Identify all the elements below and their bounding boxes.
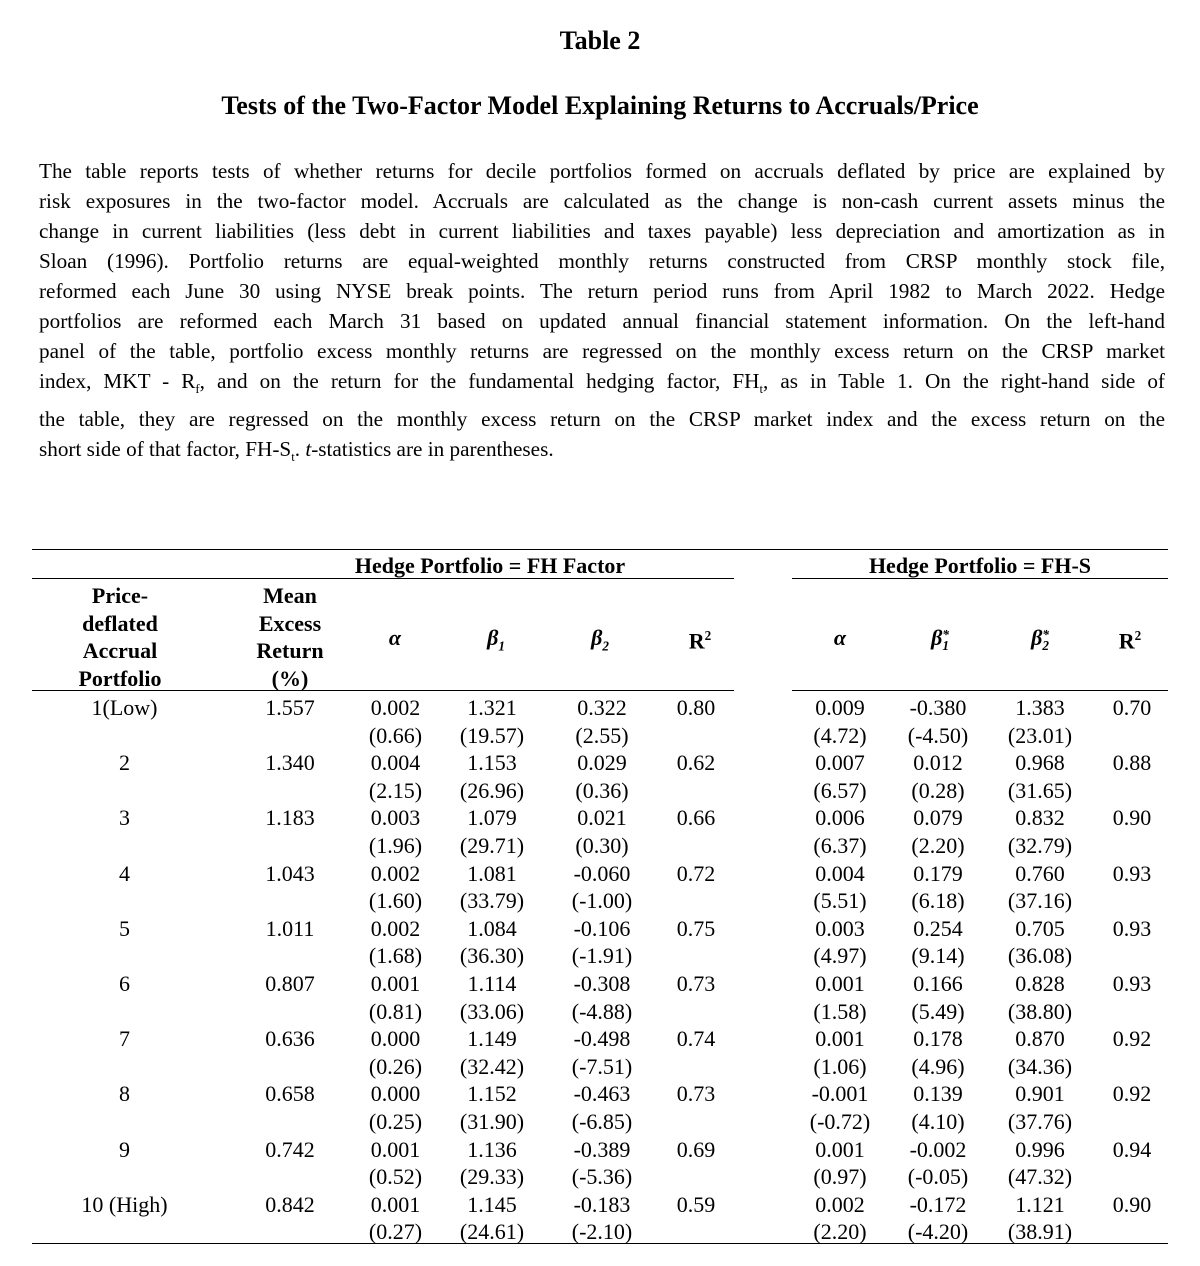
cell-b2s: 0.832 (1015, 805, 1065, 831)
cell-b1-tstat: (26.96) (459, 777, 525, 803)
cell-mean: 1.340 (265, 750, 315, 776)
cell-b1s-tstat: (4.96) (911, 1053, 965, 1079)
table-top-rule (32, 549, 1168, 550)
caption-line: reformed each June 30 using NYSE break points. The return period runs from April 1982 to March 2022. Hedge (39, 279, 1165, 303)
col-header-beta1-s: β * 1 (931, 625, 949, 653)
cell-b2: -0.106 (573, 915, 631, 941)
cell-b2s-tstat: (38.80) (1007, 998, 1073, 1024)
cell-r2s: 0.93 (1112, 915, 1152, 941)
cell-b2-tstat: (-5.36) (571, 1164, 633, 1190)
header-text: deflated (82, 610, 158, 636)
cell-b1s-tstat: (-4.20) (907, 1219, 969, 1245)
cell-b1s-tstat: (-4.50) (907, 722, 969, 748)
caption-line: portfolios are reformed each March 31 based on updated annual financial statement information. On the left-hand (39, 309, 1165, 333)
cell-b2-tstat: (2.55) (575, 722, 629, 748)
cell-a: 0.003 (370, 805, 421, 831)
group-header-right: Hedge Portfolio = FH-S (868, 553, 1092, 578)
cell-a-tstat: (0.66) (368, 722, 423, 748)
header-text: Mean (263, 583, 317, 608)
cell-portfolio: 4 (119, 860, 130, 886)
cell-portfolio: 1(Low) (91, 695, 158, 720)
cell-portfolio: 5 (119, 915, 130, 941)
cell-r2: 0.72 (676, 860, 716, 886)
cell-mean: 0.742 (265, 1136, 315, 1162)
cell-b2s: 0.870 (1015, 1026, 1065, 1052)
cell-b2s: 0.828 (1015, 971, 1065, 996)
cell-as: 0.003 (815, 915, 865, 941)
cell-b1-tstat: (29.71) (459, 832, 525, 858)
cell-b1s: 0.166 (913, 971, 963, 996)
cell-b1s-tstat: (9.14) (911, 943, 965, 969)
cell-as-tstat: (4.72) (813, 722, 867, 748)
cell-b2s-tstat: (37.76) (1007, 1108, 1073, 1134)
cell-b1-tstat: (33.79) (459, 888, 525, 914)
cell-as-tstat: (2.20) (813, 1219, 867, 1245)
cell-as: 0.001 (815, 1026, 865, 1052)
cell-b1-tstat: (19.57) (459, 722, 525, 748)
cell-r2s: 0.90 (1112, 1191, 1152, 1217)
cell-r2s: 0.90 (1112, 805, 1152, 831)
cell-b1s: 0.254 (913, 915, 963, 941)
caption-line: change in current liabilities (less debt in current liabilities and taxes payable) less depreciation and amortization as in (39, 219, 1165, 243)
cell-as: 0.004 (815, 860, 865, 886)
cell-b1-tstat: (32.42) (459, 1053, 525, 1079)
caption-line: The table reports tests of whether returns for decile portfolios formed on accruals deflated by price are explained by (39, 159, 1165, 183)
cell-mean: 1.043 (265, 860, 315, 886)
cell-a-tstat: (0.25) (368, 1108, 423, 1134)
cell-b2s: 1.121 (1015, 1191, 1065, 1217)
header-text: Price- (91, 583, 149, 608)
header-text: (%) (271, 665, 309, 691)
cell-b1-tstat: (24.61) (459, 1219, 525, 1245)
cell-a: 0.001 (370, 971, 421, 996)
cell-as-tstat: (-0.72) (809, 1108, 871, 1134)
cell-portfolio: 8 (119, 1081, 130, 1107)
cell-as: 0.006 (815, 805, 865, 831)
cell-b1s: 0.178 (913, 1026, 963, 1052)
cell-b1: 1.114 (467, 971, 517, 996)
cell-b2s-tstat: (31.65) (1007, 777, 1073, 803)
cell-mean: 1.557 (265, 695, 315, 720)
header-bottom-rule-right (792, 690, 1168, 691)
cell-as-tstat: (5.51) (813, 888, 867, 914)
cell-b2-tstat: (0.36) (575, 777, 629, 803)
cell-a-tstat: (1.68) (368, 943, 423, 969)
table-subtitle: Tests of the Two-Factor Model Explaining Returns to Accruals/Price (221, 91, 979, 120)
cell-b2s-tstat: (32.79) (1007, 832, 1073, 858)
header-text: Return (256, 638, 324, 663)
caption-line: index, MKT - $R_f$, and on the return for the fundamental hedging factor, $FH_t$, as in Table 1. On the right-hand side of (39, 369, 1165, 397)
cell-b1: 1.084 (467, 915, 517, 941)
cell-r2s: 0.92 (1112, 1081, 1152, 1107)
cell-a-tstat: (1.96) (368, 832, 423, 858)
cell-b2s-tstat: (38.91) (1007, 1219, 1073, 1245)
cell-a-tstat: (1.60) (368, 888, 423, 914)
cell-b2: -0.463 (573, 1081, 631, 1107)
cell-b2s: 1.383 (1015, 695, 1065, 720)
cell-a-tstat: (2.15) (368, 777, 423, 803)
cell-b1-tstat: (31.90) (459, 1108, 525, 1134)
cell-b2: 0.021 (577, 805, 627, 831)
table-caption (39, 156, 1165, 472)
cell-as: 0.002 (815, 1191, 865, 1217)
cell-r2: 0.62 (676, 750, 716, 776)
cell-b2s-tstat: (23.01) (1007, 722, 1073, 748)
cell-b1-tstat: (36.30) (459, 943, 525, 969)
cell-r2s: 0.93 (1112, 860, 1152, 886)
cell-b2s: 0.996 (1015, 1136, 1065, 1162)
cell-r2: 0.74 (676, 1026, 716, 1052)
cell-r2s: 0.92 (1112, 1026, 1152, 1052)
cell-a: 0.002 (370, 860, 421, 886)
cell-b2s: 0.901 (1015, 1081, 1065, 1107)
cell-a: 0.000 (370, 1081, 421, 1107)
caption-line: short side of that factor, $FH-S_t$. t-statistics are in parentheses. (39, 437, 554, 465)
cell-b1: 1.145 (467, 1191, 517, 1217)
cell-as: 0.001 (815, 971, 865, 996)
cell-b2: -0.060 (573, 860, 631, 886)
cell-b2s: 0.760 (1015, 860, 1065, 886)
cell-as-tstat: (6.57) (813, 777, 867, 803)
cell-portfolio: 7 (119, 1026, 130, 1052)
table-title: Table 2 (559, 26, 641, 55)
header-text: Accrual (82, 638, 158, 663)
cell-b1s: -0.380 (909, 695, 967, 720)
cell-a-tstat: (0.81) (368, 998, 423, 1024)
cell-b1s-tstat: (6.18) (911, 888, 965, 914)
cell-b2: 0.322 (577, 695, 627, 720)
cell-a-tstat: (0.52) (368, 1164, 423, 1190)
cell-b2s-tstat: (47.32) (1007, 1164, 1073, 1190)
cell-a: 0.002 (370, 915, 421, 941)
cell-r2: 0.73 (676, 1081, 716, 1107)
group-header-left: Hedge Portfolio = FH Factor (354, 553, 626, 578)
cell-b2: -0.308 (573, 971, 631, 996)
cell-r2: 0.66 (676, 805, 716, 831)
cell-as: 0.001 (815, 1136, 865, 1162)
cell-r2: 0.59 (676, 1191, 716, 1217)
cell-b1-tstat: (33.06) (459, 998, 525, 1024)
cell-b1: 1.321 (467, 695, 517, 720)
cell-b1s-tstat: (5.49) (911, 998, 965, 1024)
cell-r2: 0.80 (676, 695, 716, 720)
cell-portfolio: 9 (119, 1136, 130, 1162)
col-header-alpha-s: α (833, 625, 847, 650)
cell-r2s: 0.88 (1112, 750, 1152, 776)
cell-b1: 1.136 (467, 1136, 517, 1162)
cell-b1s: -0.172 (909, 1191, 967, 1217)
cell-a: 0.000 (370, 1026, 421, 1052)
cell-b1s-tstat: (2.20) (911, 832, 965, 858)
cell-portfolio: 10 (High) (81, 1191, 168, 1217)
cell-b2-tstat: (-1.91) (571, 943, 633, 969)
cell-b2: 0.029 (577, 750, 627, 776)
cell-mean: 0.658 (265, 1081, 315, 1107)
cell-a-tstat: (0.27) (368, 1219, 423, 1245)
cell-as: -0.001 (811, 1081, 869, 1107)
cell-b2-tstat: (0.30) (575, 832, 629, 858)
cell-b2-tstat: (-4.88) (571, 998, 633, 1024)
cell-b1s: -0.002 (909, 1136, 967, 1162)
col-header-alpha: α (388, 625, 402, 650)
cell-b2s-tstat: (34.36) (1007, 1053, 1073, 1079)
cell-b2: -0.389 (573, 1136, 631, 1162)
cell-as-tstat: (4.97) (813, 943, 867, 969)
cell-portfolio: 3 (119, 805, 130, 831)
caption-line: panel of the table, portfolio excess monthly returns are regressed on the monthly excess return on the CRSP market (39, 339, 1165, 363)
cell-b2s-tstat: (36.08) (1007, 943, 1073, 969)
cell-a-tstat: (0.26) (368, 1053, 423, 1079)
header-text: Excess (258, 610, 322, 636)
cell-b2s-tstat: (37.16) (1007, 888, 1073, 914)
cell-as-tstat: (0.97) (813, 1164, 867, 1190)
caption-line: the table, they are regressed on the monthly excess return on the CRSP market index and the excess return on the (39, 407, 1165, 432)
col-header-r2-s: $R^2$ (1118, 628, 1142, 654)
cell-r2: 0.69 (676, 1136, 716, 1162)
col-header-beta2: $\beta_2$ (591, 625, 609, 654)
header-text: Portfolio (78, 665, 162, 691)
cell-b2-tstat: (-1.00) (571, 888, 633, 914)
cell-b2-tstat: (-6.85) (571, 1108, 633, 1134)
cell-b2s: 0.968 (1015, 750, 1065, 776)
cell-b2-tstat: (-7.51) (571, 1053, 633, 1079)
cell-a: 0.004 (370, 750, 421, 776)
cell-b2s: 0.705 (1015, 915, 1065, 941)
cell-b2: -0.498 (573, 1026, 631, 1052)
col-header-beta2-s: β * 2 (1031, 625, 1049, 653)
cell-b1s-tstat: (0.28) (911, 777, 965, 803)
cell-b1s: 0.012 (913, 750, 963, 776)
cell-r2s: 0.93 (1112, 971, 1152, 996)
cell-r2: 0.75 (676, 915, 716, 941)
cell-portfolio: 6 (119, 971, 130, 996)
cell-b1: 1.153 (467, 750, 517, 776)
cell-b2-tstat: (-2.10) (571, 1219, 633, 1245)
cell-b1s: 0.079 (913, 805, 963, 831)
cell-as: 0.007 (815, 750, 865, 776)
cell-mean: 0.636 (265, 1026, 315, 1052)
col-header-mean (240, 582, 340, 692)
col-header-portfolio (50, 582, 190, 692)
cell-a: 0.002 (370, 695, 421, 720)
caption-line: Sloan (1996). Portfolio returns are equal-weighted monthly returns constructed from CRSP monthly stock file, (39, 249, 1165, 273)
cell-b1s-tstat: (-0.05) (907, 1164, 969, 1190)
cell-b1-tstat: (29.33) (459, 1164, 525, 1190)
cell-b1s: 0.139 (913, 1081, 963, 1107)
cell-b1: 1.079 (467, 805, 517, 831)
cell-b2: -0.183 (573, 1191, 631, 1217)
cell-as-tstat: (1.58) (813, 998, 867, 1024)
cell-a: 0.001 (370, 1136, 421, 1162)
cell-b1: 1.152 (467, 1081, 517, 1107)
cell-b1s: 0.179 (913, 860, 963, 886)
cell-a: 0.001 (370, 1191, 421, 1217)
cell-b1: 1.081 (467, 860, 517, 886)
cell-r2s: 0.94 (1112, 1136, 1152, 1162)
cell-mean: 0.807 (265, 971, 315, 996)
cell-as-tstat: (6.37) (813, 832, 867, 858)
cell-b1: 1.149 (467, 1026, 517, 1052)
cell-mean: 1.183 (265, 805, 315, 831)
col-header-r2: $R^2$ (688, 628, 712, 654)
cell-mean: 1.011 (265, 915, 315, 941)
col-header-beta1: $\beta_1$ (487, 625, 505, 654)
cell-mean: 0.842 (265, 1191, 315, 1217)
cell-as: 0.009 (815, 695, 865, 720)
cell-r2s: 0.70 (1112, 695, 1152, 720)
cell-as-tstat: (1.06) (813, 1053, 867, 1079)
caption-line: risk exposures in the two-factor model. Accruals are calculated as the change is non-cash current assets minus the (39, 189, 1165, 213)
cell-b1s-tstat: (4.10) (911, 1108, 965, 1134)
cell-portfolio: 2 (119, 750, 130, 776)
cell-r2: 0.73 (676, 971, 716, 996)
